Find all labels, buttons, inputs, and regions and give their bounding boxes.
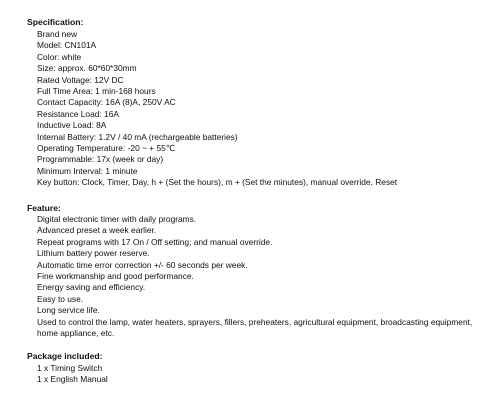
feature-item: Fine workmanship and good performance.: [37, 271, 194, 282]
feature-item: Lithium battery power reserve.: [37, 248, 150, 259]
spec-item: Internal Battery: 1.2V / 40 mA (rechargeable batteries): [37, 131, 238, 142]
package-item: 1 x Timing Switch: [37, 363, 103, 373]
specification-list: [37, 29, 489, 189]
package-item: 1 x English Manual: [37, 374, 108, 385]
spec-item: Brand new: [37, 29, 78, 39]
feature-heading: Feature:: [27, 203, 61, 213]
feature-item: Long service life.: [37, 305, 100, 316]
spec-item: Operating Temperature: -20 ~ + 55℃: [37, 143, 176, 154]
spec-item: Resistance Load: 16A: [37, 108, 119, 119]
feature-item: Digital electronic timer with daily programs.: [37, 214, 197, 224]
spec-item: Inductive Load: 8A: [37, 120, 107, 131]
feature-item: Energy saving and efficiency.: [37, 282, 146, 293]
spec-item: Contact Capacity: 16A (8)A, 250V AC: [37, 97, 176, 108]
specification-heading: Specification:: [27, 17, 84, 27]
feature-list: [37, 214, 489, 339]
spec-item: Color: white: [37, 51, 82, 62]
spec-item: Full Time Area: 1 min-168 hours: [37, 86, 156, 97]
spec-item: Size: approx. 60*60*30mm: [37, 63, 137, 74]
spec-item: Rated Voltage: 12V DC: [37, 74, 124, 85]
feature-item: Used to control the lamp, water heaters, sprayers, fillers, preheaters, agricultural equipment, broadcasting equipment, home appliance, etc.: [37, 316, 473, 339]
spec-item: Model: CN101A: [37, 40, 97, 51]
feature-item: Easy to use.: [37, 293, 84, 304]
package-list: [37, 363, 489, 386]
feature-item: Advanced preset a week earlier.: [37, 225, 157, 236]
feature-item: Automatic time error correction +/- 60 seconds per week.: [37, 259, 248, 270]
spec-item: Key button: Clock, Timer, Day, h + (Set the hours), m + (Set the minutes), manual override, Reset: [37, 177, 398, 188]
spec-item: Programmable: 17x (week or day): [37, 154, 164, 165]
spec-item: Minimum Interval: 1 minute: [37, 165, 138, 176]
package-heading: Package included:: [27, 351, 103, 361]
feature-item: Repeat programs with 17 On / Off setting; and manual override.: [37, 236, 273, 247]
